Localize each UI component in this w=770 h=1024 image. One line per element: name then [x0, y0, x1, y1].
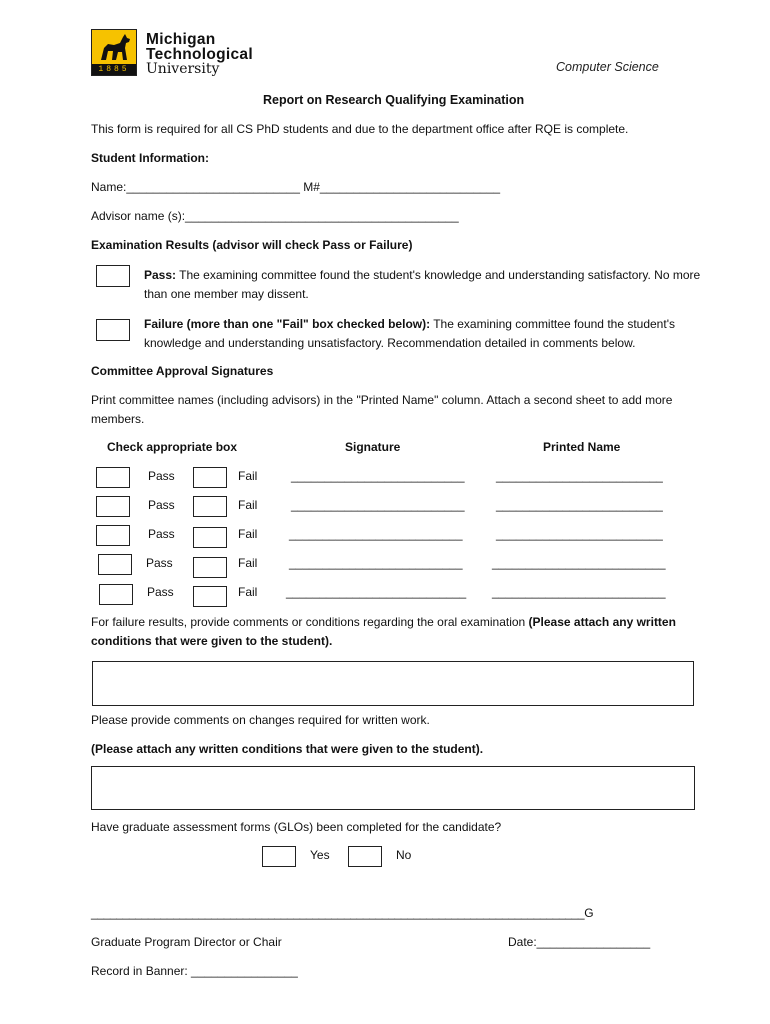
exam-results-heading: Examination Results (advisor will check Pass or Failure) — [91, 238, 413, 252]
failure-prefix: For failure results, provide comments or conditions regarding the oral examination — [91, 615, 529, 629]
fail-checkbox[interactable] — [193, 557, 227, 578]
failure-bold-note: (Please attach any written conditions that were given to the student). — [91, 615, 676, 648]
failure-comments-instructions — [91, 613, 716, 651]
university-logo — [91, 29, 137, 76]
fail-label: Failure (more than one "Fail" box checked below): — [144, 317, 431, 331]
banner-record-field[interactable]: Record in Banner: ________________ — [91, 964, 298, 978]
pass-checkbox[interactable] — [99, 584, 133, 605]
fail-checkbox[interactable] — [193, 527, 227, 548]
fail-text: The examining committee found the student's knowledge and understanding unsatisfactory. Recommendation detailed in comments below. — [144, 317, 675, 350]
university-wordmark — [146, 32, 253, 77]
department-name: Computer Science — [556, 60, 659, 74]
pass-label: Pass — [148, 527, 175, 541]
date-field[interactable]: Date:_________________ — [508, 935, 651, 949]
form-title: Report on Research Qualifying Examination — [263, 93, 525, 107]
col-printed-header: Printed Name — [543, 440, 621, 454]
pass-checkbox[interactable] — [96, 496, 130, 517]
pass-checkbox[interactable] — [96, 467, 130, 488]
fail-label: Fail — [238, 469, 258, 483]
fail-label: Fail — [238, 585, 258, 599]
logo-line-3: University — [146, 61, 220, 77]
written-work-comments-box[interactable] — [91, 766, 695, 810]
logo-line-2: Technological — [146, 46, 253, 63]
logo-line-1: Michigan — [146, 31, 216, 48]
committee-instructions: Print committee names (including advisors) in the "Printed Name" column. Attach a second sheet to add more members. — [91, 393, 673, 426]
logo-year: 1885 — [92, 64, 136, 75]
husky-icon — [92, 30, 137, 66]
signature-line[interactable]: __________________________ — [289, 527, 463, 541]
fail-label: Fail — [238, 556, 258, 570]
pass-description — [144, 266, 714, 304]
glo-yes-checkbox[interactable] — [262, 846, 296, 867]
director-label: Graduate Program Director or Chair — [91, 935, 282, 949]
fail-description — [144, 315, 714, 353]
col-signature-header: Signature — [345, 440, 401, 454]
written-work-instructions: Please provide comments on changes required for written work. — [91, 713, 430, 727]
col-check-header: Check appropriate box — [107, 440, 238, 454]
student-info-heading: Student Information: — [91, 151, 209, 165]
advisor-field[interactable]: Advisor name (s):_________________________________________ — [91, 209, 459, 223]
pass-label: Pass — [148, 498, 175, 512]
fail-label: Fail — [238, 498, 258, 512]
failure-comments-box[interactable] — [92, 661, 694, 706]
pass-checkbox[interactable] — [98, 554, 132, 575]
signature-line[interactable]: ___________________________ — [286, 585, 467, 599]
director-signature-line[interactable]: ______________________________________________________________________________G — [91, 906, 594, 920]
fail-result-checkbox[interactable] — [96, 319, 130, 341]
glo-no-label: No — [396, 848, 412, 862]
pass-label: Pass — [147, 585, 174, 599]
fail-checkbox[interactable] — [193, 496, 227, 517]
pass-result-checkbox[interactable] — [96, 265, 130, 287]
signature-line[interactable]: __________________________ — [291, 498, 465, 512]
glo-no-checkbox[interactable] — [348, 846, 382, 867]
fail-checkbox[interactable] — [193, 586, 227, 607]
glo-yes-label: Yes — [310, 848, 330, 862]
printed-name-line[interactable]: _________________________ — [496, 527, 663, 541]
signature-line[interactable]: __________________________ — [289, 556, 463, 570]
pass-text: The examining committee found the student's knowledge and understanding satisfactory. No more than one member may dissent. — [144, 268, 701, 301]
fail-checkbox[interactable] — [193, 467, 227, 488]
pass-label: Pass — [148, 469, 175, 483]
written-work-bold-note: (Please attach any written conditions that were given to the student). — [91, 742, 484, 756]
fail-label: Fail — [238, 527, 258, 541]
committee-heading: Committee Approval Signatures — [91, 364, 274, 378]
name-field[interactable]: Name:__________________________ M#___________________________ — [91, 180, 501, 194]
printed-name-line[interactable]: _________________________ — [496, 498, 663, 512]
printed-name-line[interactable]: __________________________ — [492, 556, 666, 570]
pass-checkbox[interactable] — [96, 525, 130, 546]
intro-text: This form is required for all CS PhD students and due to the department office after RQE is complete. — [91, 122, 629, 136]
signature-line[interactable]: __________________________ — [291, 469, 465, 483]
pass-label: Pass — [146, 556, 173, 570]
pass-label: Pass: — [144, 268, 177, 282]
glo-question: Have graduate assessment forms (GLOs) been completed for the candidate? — [91, 820, 502, 834]
printed-name-line[interactable]: _________________________ — [496, 469, 663, 483]
printed-name-line[interactable]: __________________________ — [492, 585, 666, 599]
